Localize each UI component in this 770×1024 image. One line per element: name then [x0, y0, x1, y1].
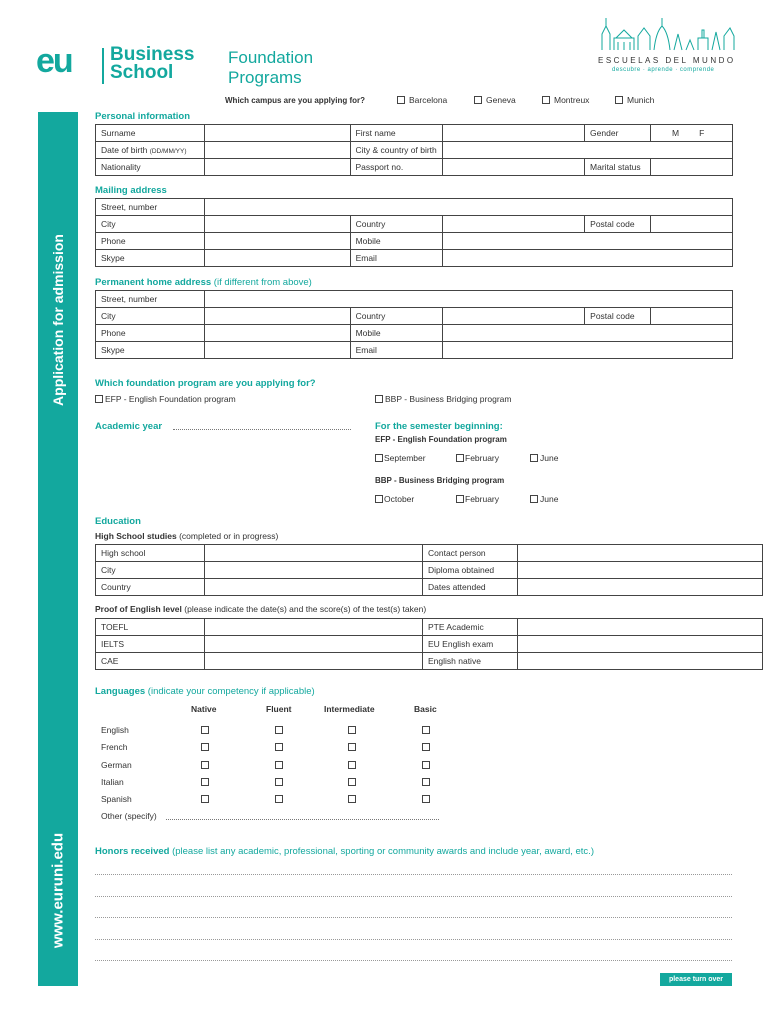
checkbox[interactable]	[397, 96, 405, 104]
language-level-checkbox[interactable]	[275, 778, 283, 786]
label-gender: Gender	[585, 125, 651, 142]
honors-heading-text: Honors received	[95, 846, 170, 857]
label-passport: Passport no.	[350, 159, 443, 176]
language-level-checkbox[interactable]	[275, 726, 283, 734]
label-city: City	[96, 216, 205, 233]
month-label: June	[540, 494, 559, 504]
campus-question: Which campus are you applying for?	[225, 96, 366, 105]
language-level-checkbox[interactable]	[348, 743, 356, 751]
label-street: Street, number	[96, 291, 205, 308]
label-phone: Phone	[96, 233, 205, 250]
field-eu-exam[interactable]	[518, 636, 763, 653]
bbp-label: BBP - Business Bridging program	[385, 394, 512, 404]
language-other-label: Other (specify)	[101, 811, 157, 821]
field-marital[interactable]	[651, 159, 733, 176]
program-title-line2: Programs	[228, 68, 302, 87]
honors-line[interactable]	[95, 874, 732, 875]
mailing-table	[95, 198, 733, 267]
checkbox[interactable]	[530, 454, 538, 462]
label-dob	[96, 142, 205, 159]
level-fluent: Fluent	[266, 704, 292, 714]
hs-studies-label	[95, 531, 278, 541]
sidebar-title: Application for admission	[50, 234, 66, 406]
bbp-semester-heading: BBP - Business Bridging program	[375, 476, 505, 485]
checkbox[interactable]	[474, 96, 482, 104]
field-passport[interactable]	[443, 159, 585, 176]
checkbox[interactable]	[375, 395, 383, 403]
gender-m[interactable]: M	[672, 128, 680, 138]
languages-note: (indicate your competency if applicable)	[147, 686, 315, 697]
label-nationality: Nationality	[96, 159, 205, 176]
section-permanent-heading	[95, 277, 312, 288]
level-intermediate: Intermediate	[324, 704, 375, 714]
sidebar-band	[38, 112, 78, 986]
field-country[interactable]	[443, 308, 585, 325]
efp-label: EFP - English Foundation program	[105, 394, 236, 404]
dob-format: (DD/MM/YY)	[149, 148, 187, 155]
checkbox[interactable]	[456, 454, 464, 462]
month-label: June	[540, 453, 559, 463]
proof-label-text: Proof of English level	[95, 604, 182, 614]
language-level-checkbox[interactable]	[201, 778, 209, 786]
language-level-checkbox[interactable]	[201, 726, 209, 734]
language-level-checkbox[interactable]	[422, 761, 430, 769]
level-basic: Basic	[414, 704, 437, 714]
permanent-table	[95, 290, 733, 359]
logo-line2: School	[110, 62, 174, 83]
language-row-german: German	[101, 760, 132, 770]
logo-divider	[102, 48, 104, 84]
bbp-month-february[interactable]	[456, 494, 499, 504]
escuelas-skyline-logo	[598, 12, 738, 52]
english-table	[95, 618, 763, 670]
gender-f[interactable]: F	[699, 128, 705, 138]
field-mobile[interactable]	[443, 233, 733, 250]
field-email[interactable]	[443, 250, 733, 267]
month-label: February	[465, 494, 500, 504]
field-pte[interactable]	[518, 619, 763, 636]
language-level-checkbox[interactable]	[201, 795, 209, 803]
label-eu-exam: EU English exam	[423, 636, 518, 653]
label-city-birth: City & country of birth	[350, 142, 443, 159]
field-dob[interactable]	[204, 142, 350, 159]
language-row-french: French	[101, 742, 128, 752]
campus-label: Barcelona	[409, 95, 448, 105]
field-phone[interactable]	[204, 233, 350, 250]
language-level-checkbox[interactable]	[422, 795, 430, 803]
sidebar-url: www.euruni.edu	[49, 832, 67, 949]
label-country: Country	[350, 216, 443, 233]
honors-note: (please list any academic, professional, sporting or community awards and include year, award, etc.)	[172, 846, 594, 857]
personal-table	[95, 124, 733, 176]
efp-month-february[interactable]	[456, 453, 499, 463]
field-diploma[interactable]	[518, 562, 763, 579]
label-email: Email	[350, 342, 443, 359]
campus-option-munich[interactable]	[615, 95, 654, 105]
logo-text	[110, 46, 194, 82]
efp-month-june[interactable]	[530, 453, 558, 463]
education-table	[95, 544, 763, 596]
language-level-checkbox[interactable]	[422, 726, 430, 734]
language-level-checkbox[interactable]	[201, 761, 209, 769]
field-high-school[interactable]	[205, 545, 423, 562]
option-efp[interactable]	[95, 394, 236, 404]
field-city[interactable]	[204, 308, 350, 325]
field-first-name[interactable]	[443, 125, 585, 142]
field-skype[interactable]	[204, 342, 350, 359]
label-pte: PTE Academic	[423, 619, 518, 636]
field-street[interactable]	[204, 199, 732, 216]
field-surname[interactable]	[204, 125, 350, 142]
field-city-birth[interactable]	[443, 142, 733, 159]
label-cae: CAE	[96, 653, 205, 670]
label-contact: Contact person	[423, 545, 518, 562]
label-first-name: First name	[350, 125, 443, 142]
language-level-checkbox[interactable]	[275, 795, 283, 803]
field-postal[interactable]	[651, 308, 733, 325]
honors-line[interactable]	[95, 917, 732, 918]
language-level-checkbox[interactable]	[348, 778, 356, 786]
language-level-checkbox[interactable]	[201, 743, 209, 751]
field-mobile[interactable]	[443, 325, 733, 342]
field-dates[interactable]	[518, 579, 763, 596]
permanent-note: (if different from above)	[213, 277, 312, 288]
field-cae[interactable]	[205, 653, 423, 670]
label-city: City	[96, 562, 205, 579]
eu-logo-mark: eu	[36, 42, 72, 80]
label-country: Country	[96, 579, 205, 596]
label-high-school: High school	[96, 545, 205, 562]
efp-month-september[interactable]	[375, 453, 426, 463]
checkbox[interactable]	[456, 495, 464, 503]
label-toefl: TOEFL	[96, 619, 205, 636]
label-mobile: Mobile	[350, 233, 443, 250]
label-postal: Postal code	[585, 216, 651, 233]
foundation-question: Which foundation program are you applying for?	[95, 378, 316, 389]
honors-line[interactable]	[95, 960, 732, 961]
checkbox[interactable]	[542, 96, 550, 104]
section-education-heading: Education	[95, 516, 141, 527]
semester-heading: For the semester beginning:	[375, 421, 503, 432]
field-phone[interactable]	[204, 325, 350, 342]
academic-year-field[interactable]	[173, 429, 351, 430]
label-country: Country	[350, 308, 443, 325]
permanent-heading-text: Permanent home address	[95, 277, 212, 288]
language-level-checkbox[interactable]	[422, 743, 430, 751]
dob-text: Date of birth	[101, 145, 148, 155]
label-city: City	[96, 308, 205, 325]
label-email: Email	[350, 250, 443, 267]
language-level-checkbox[interactable]	[275, 761, 283, 769]
field-skype[interactable]	[204, 250, 350, 267]
language-level-checkbox[interactable]	[348, 726, 356, 734]
month-label: February	[465, 453, 500, 463]
program-title-line1: Foundation	[228, 48, 314, 67]
logo-line1: Business	[110, 44, 195, 65]
checkbox[interactable]	[615, 96, 623, 104]
field-country[interactable]	[205, 579, 423, 596]
efp-semester-heading: EFP - English Foundation program	[375, 435, 507, 444]
language-other-field[interactable]	[166, 819, 439, 820]
label-native: English native	[423, 653, 518, 670]
field-gender[interactable]	[651, 125, 733, 142]
section-languages-heading	[95, 686, 315, 697]
language-level-checkbox[interactable]	[422, 778, 430, 786]
label-phone: Phone	[96, 325, 205, 342]
field-postal[interactable]	[651, 216, 733, 233]
checkbox[interactable]	[95, 395, 103, 403]
section-honors-heading	[95, 846, 594, 857]
language-row-spanish: Spanish	[101, 794, 132, 804]
language-row-english: English	[101, 725, 129, 735]
bbp-month-october[interactable]	[375, 494, 414, 504]
label-surname: Surname	[96, 125, 205, 142]
bbp-month-june[interactable]	[530, 494, 558, 504]
please-turn-over-badge: please turn over	[660, 973, 732, 986]
label-ielts: IELTS	[96, 636, 205, 653]
label-mobile: Mobile	[350, 325, 443, 342]
program-title	[228, 48, 313, 88]
field-contact[interactable]	[518, 545, 763, 562]
campus-option-barcelona[interactable]	[397, 95, 447, 105]
option-bbp[interactable]	[375, 394, 511, 404]
field-ielts[interactable]	[205, 636, 423, 653]
field-city[interactable]	[204, 216, 350, 233]
section-personal-heading: Personal information	[95, 111, 191, 122]
language-level-checkbox[interactable]	[348, 795, 356, 803]
languages-heading-text: Languages	[95, 686, 146, 697]
checkbox[interactable]	[375, 495, 383, 503]
language-level-checkbox[interactable]	[275, 743, 283, 751]
field-city[interactable]	[205, 562, 423, 579]
checkbox[interactable]	[375, 454, 383, 462]
partner-name: ESCUELAS DEL MUNDO	[598, 56, 736, 65]
label-skype: Skype	[96, 342, 205, 359]
field-toefl[interactable]	[205, 619, 423, 636]
label-dates: Dates attended	[423, 579, 518, 596]
english-proof-label	[95, 604, 426, 614]
level-native: Native	[191, 704, 217, 714]
field-nationality[interactable]	[204, 159, 350, 176]
checkbox[interactable]	[530, 495, 538, 503]
campus-label: Munich	[627, 95, 655, 105]
field-email[interactable]	[443, 342, 733, 359]
proof-note: (please indicate the date(s) and the score(s) of the test(s) taken)	[184, 604, 427, 614]
hs-label-text: High School studies	[95, 531, 177, 541]
honors-line[interactable]	[95, 896, 732, 897]
hs-note: (completed or in progress)	[179, 531, 279, 541]
campus-option-montreux[interactable]	[542, 95, 589, 105]
label-marital: Marital status	[585, 159, 651, 176]
honors-line[interactable]	[95, 939, 732, 940]
section-mailing-heading: Mailing address	[95, 185, 167, 196]
field-native[interactable]	[518, 653, 763, 670]
field-country[interactable]	[443, 216, 585, 233]
field-street[interactable]	[204, 291, 732, 308]
label-street: Street, number	[96, 199, 205, 216]
campus-label: Montreux	[554, 95, 590, 105]
label-diploma: Diploma obtained	[423, 562, 518, 579]
partner-tagline: descubre · aprende · comprende	[612, 67, 715, 73]
campus-label: Geneva	[486, 95, 516, 105]
campus-option-geneva[interactable]	[474, 95, 516, 105]
academic-year-label: Academic year	[95, 421, 163, 432]
month-label: September	[384, 453, 426, 463]
label-postal: Postal code	[585, 308, 651, 325]
language-level-checkbox[interactable]	[348, 761, 356, 769]
month-label: October	[384, 494, 415, 504]
language-row-italian: Italian	[101, 777, 124, 787]
label-skype: Skype	[96, 250, 205, 267]
